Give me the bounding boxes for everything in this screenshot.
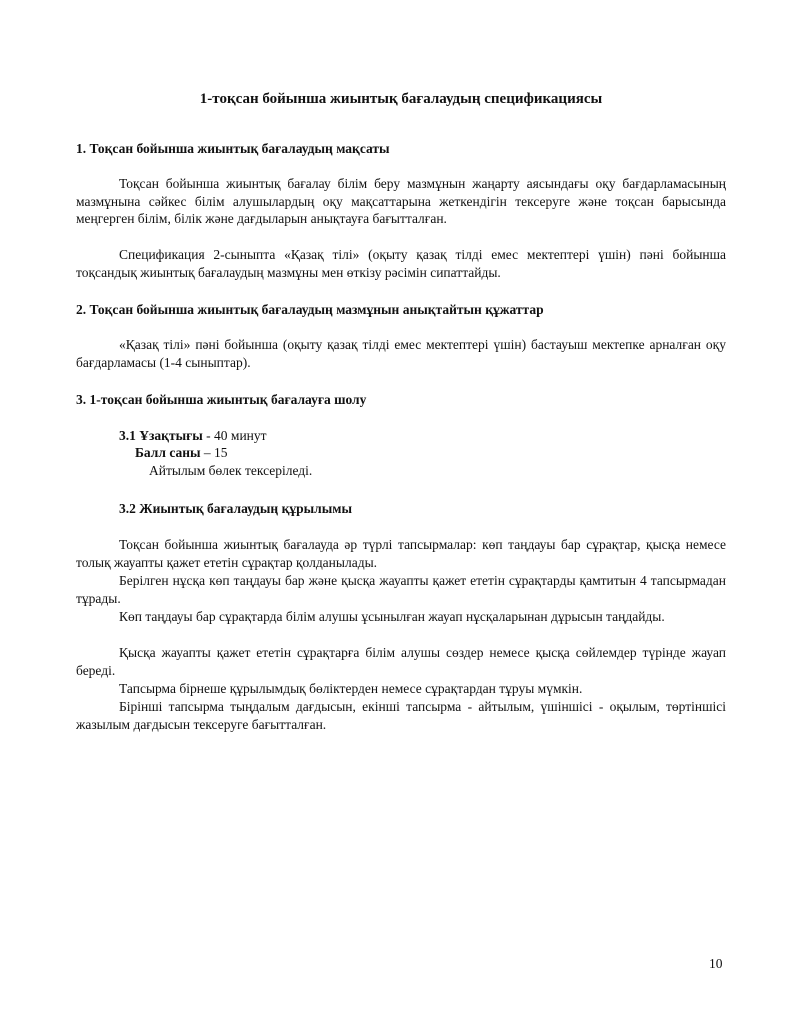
structure-paragraph-3: Көп таңдауы бар сұрақтарда білім алушы ұсынылған жауап нұсқаларынан дұрысын таңдайды.: [119, 609, 665, 624]
duration-value: - 40 минут: [202, 428, 267, 443]
score-label: Балл саны: [135, 445, 201, 460]
score-line: [135, 444, 228, 462]
section-1-heading: 1. Тоқсан бойынша жиынтық бағалаудың мақсаты: [76, 141, 390, 156]
duration-label: 3.1 Ұзақтығы: [119, 428, 203, 443]
section-2-paragraph-1: «Қазақ тілі» пәні бойынша (оқыту қазақ тілді емес мектептері үшін) бастауыш мектепке арналған оқу бағдарламасы (1-4 сыныптар).: [76, 337, 726, 370]
structure-heading: 3.2 Жиынтық бағалаудың құрылымы: [119, 501, 353, 516]
page-title: 1-тоқсан бойынша жиынтық бағалаудың спецификациясы: [199, 91, 603, 107]
structure-paragraph-1: Тоқсан бойынша жиынтық бағалауда әр түрлі тапсырмалар: көп таңдауы бар сұрақтар, қысқа немесе толық жауапты қажет ететін сұрақтар қолданылады.: [76, 537, 726, 570]
section-1-paragraph-2: Спецификация 2-сыныпта «Қазақ тілі» (оқыту қазақ тілді емес мектептері үшін) пәні бойынша тоқсандық жиынтық бағалаудың мазмұны мен өткізу рәсімін сипаттайды.: [76, 247, 726, 280]
page-number: 10: [709, 956, 723, 971]
structure-paragraph-2: Берілген нұсқа көп таңдауы бар және қысқа жауапты қажет ететін сұрақтарды қамтитын 4 тапсырмадан тұрады.: [76, 573, 726, 606]
section-1-paragraph-1: Тоқсан бойынша жиынтық бағалау білім беру мазмұнын жаңарту аясындағы оқу бағдарламасының мазмұнына сәйкес білім алушылардың оқу мақсаттарына жеткендігін тексеруге және тоқсан барысында меңгерген білім, білік және дағдыларын анықтауға бағытталған.: [76, 176, 726, 227]
structure-paragraph-5: Тапсырма бірнеше құрылымдық бөліктерден немесе сұрақтардан тұруы мүмкін.: [119, 681, 583, 696]
score-value: – 15: [200, 445, 228, 460]
section-2-heading: 2. Тоқсан бойынша жиынтық бағалаудың мазмұнын анықтайтын құжаттар: [76, 302, 544, 317]
speaking-note: Айтылым бөлек тексеріледі.: [149, 463, 313, 478]
structure-paragraph-6: Бірінші тапсырма тыңдалым дағдысын, екінші тапсырма - айтылым, үшіншісі - оқылым, төртіншісі жазылым дағдысын тексеруге бағытталған.: [76, 699, 726, 732]
section-3-heading: 3. 1-тоқсан бойынша жиынтық бағалауға шолу: [76, 392, 367, 407]
structure-paragraph-4: Қысқа жауапты қажет ететін сұрақтарға білім алушы сөздер немесе қысқа сөйлемдер түрінде жауап береді.: [76, 645, 726, 678]
duration-line: [119, 427, 267, 445]
